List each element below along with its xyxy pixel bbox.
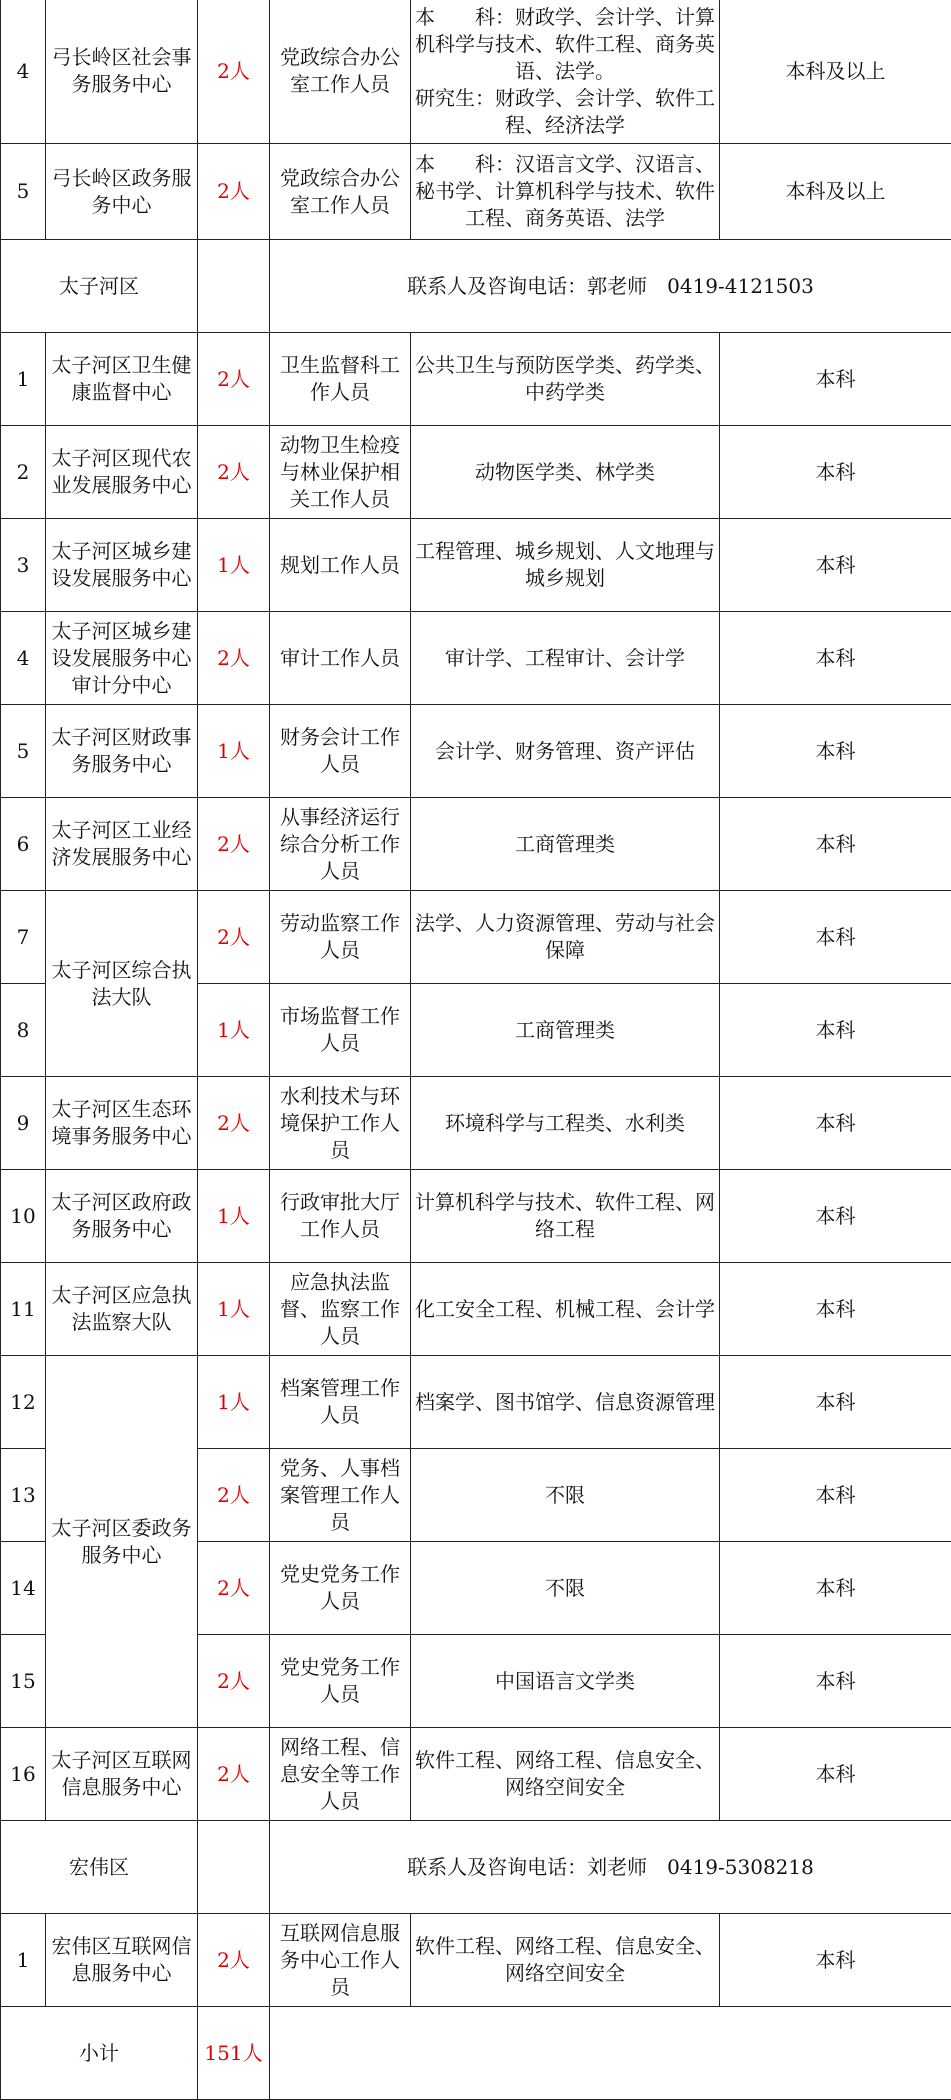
- unit-name: 太子河区政府政务服务中心: [46, 1170, 198, 1263]
- unit-name: 太子河区互联网信息服务中心: [46, 1728, 198, 1821]
- hire-count: 2人: [198, 1077, 270, 1170]
- education-requirement: 本科: [720, 798, 951, 891]
- row-number: 15: [1, 1635, 46, 1728]
- unit-name: 太子河区综合执法大队: [46, 891, 198, 1077]
- education-requirement: 本科: [720, 1449, 951, 1542]
- subtotal-count: 151人: [198, 2007, 270, 2100]
- major-requirement: 软件工程、网络工程、信息安全、网络空间安全: [411, 1728, 720, 1821]
- table-row: [1, 891, 951, 984]
- major-requirement: 本 科：汉语言文学、汉语言、秘书学、计算机科学与技术、软件工程、商务英语、法学: [411, 144, 720, 240]
- hire-count: 1人: [198, 519, 270, 612]
- table-row: [1, 1914, 951, 2007]
- education-requirement: 本科: [720, 1356, 951, 1449]
- hire-count: 2人: [198, 612, 270, 705]
- education-requirement: 本科: [720, 426, 951, 519]
- table-row: [1, 1170, 951, 1263]
- major-requirement: 法学、人力资源管理、劳动与社会保障: [411, 891, 720, 984]
- major-requirement: 工商管理类: [411, 984, 720, 1077]
- row-number: 6: [1, 798, 46, 891]
- post-name: 从事经济运行综合分析工作人员: [270, 798, 411, 891]
- education-requirement: 本科: [720, 1077, 951, 1170]
- education-requirement: 本科: [720, 1170, 951, 1263]
- unit-name: 太子河区委政务服务中心: [46, 1356, 198, 1728]
- row-number: 5: [1, 144, 46, 240]
- major-requirement: 动物医学类、林学类: [411, 426, 720, 519]
- hire-count: 2人: [198, 333, 270, 426]
- row-number: 2: [1, 426, 46, 519]
- education-requirement: 本科: [720, 333, 951, 426]
- table-row: [1, 798, 951, 891]
- post-name: 行政审批大厅工作人员: [270, 1170, 411, 1263]
- district-name: 太子河区: [1, 240, 198, 333]
- row-number: 3: [1, 519, 46, 612]
- hire-count: 1人: [198, 1170, 270, 1263]
- post-name: 党政综合办公室工作人员: [270, 0, 411, 144]
- education-requirement: 本科: [720, 984, 951, 1077]
- hire-count: 2人: [198, 144, 270, 240]
- post-name: 动物卫生检疫与林业保护相关工作人员: [270, 426, 411, 519]
- unit-name: 太子河区生态环境事务服务中心: [46, 1077, 198, 1170]
- education-requirement: 本科: [720, 1728, 951, 1821]
- district-header-row: [1, 1821, 951, 1914]
- post-name: 规划工作人员: [270, 519, 411, 612]
- post-name: 市场监督工作人员: [270, 984, 411, 1077]
- empty-cell: [270, 2007, 951, 2100]
- table-row: [1, 144, 951, 240]
- major-requirement: 工商管理类: [411, 798, 720, 891]
- row-number: 12: [1, 1356, 46, 1449]
- education-requirement: 本科: [720, 519, 951, 612]
- row-number: 4: [1, 0, 46, 144]
- unit-name: 弓长岭区社会事务服务中心: [46, 0, 198, 144]
- unit-name: 宏伟区互联网信息服务中心: [46, 1914, 198, 2007]
- row-number: 9: [1, 1077, 46, 1170]
- hire-count: 2人: [198, 0, 270, 144]
- major-requirement: 计算机科学与技术、软件工程、网络工程: [411, 1170, 720, 1263]
- row-number: 8: [1, 984, 46, 1077]
- major-requirement: 会计学、财务管理、资产评估: [411, 705, 720, 798]
- post-name: 党务、人事档案管理工作人员: [270, 1449, 411, 1542]
- table-row: [1, 1263, 951, 1356]
- unit-name: 太子河区财政事务服务中心: [46, 705, 198, 798]
- table-row: [1, 426, 951, 519]
- major-requirement: 环境科学与工程类、水利类: [411, 1077, 720, 1170]
- hire-count: 1人: [198, 705, 270, 798]
- table-row: [1, 1356, 951, 1449]
- row-number: 10: [1, 1170, 46, 1263]
- post-name: 档案管理工作人员: [270, 1356, 411, 1449]
- major-requirement: 化工安全工程、机械工程、会计学: [411, 1263, 720, 1356]
- unit-name: 太子河区卫生健康监督中心: [46, 333, 198, 426]
- table-row: [1, 1077, 951, 1170]
- hire-count: 1人: [198, 1356, 270, 1449]
- table-row: [1, 705, 951, 798]
- education-requirement: 本科: [720, 1263, 951, 1356]
- hire-count: 1人: [198, 1263, 270, 1356]
- hire-count: 2人: [198, 1728, 270, 1821]
- education-requirement: 本科及以上: [720, 0, 951, 144]
- hire-count: 1人: [198, 984, 270, 1077]
- major-requirement: 不限: [411, 1542, 720, 1635]
- education-requirement: 本科: [720, 891, 951, 984]
- post-name: 劳动监察工作人员: [270, 891, 411, 984]
- row-number: 1: [1, 333, 46, 426]
- table-row: [1, 1728, 951, 1821]
- row-number: 14: [1, 1542, 46, 1635]
- post-name: 应急执法监督、监察工作人员: [270, 1263, 411, 1356]
- hire-count: 2人: [198, 891, 270, 984]
- table-row: [1, 519, 951, 612]
- post-name: 党史党务工作人员: [270, 1635, 411, 1728]
- hire-count: 2人: [198, 1449, 270, 1542]
- post-name: 党政综合办公室工作人员: [270, 144, 411, 240]
- major-requirement: 本 科：财政学、会计学、计算机科学与技术、软件工程、商务英语、法学。 研究生：财政学、会计学、软件工程、经济法学: [411, 0, 720, 144]
- post-name: 党史党务工作人员: [270, 1542, 411, 1635]
- hire-count: 2人: [198, 1635, 270, 1728]
- post-name: 水利技术与环境保护工作人员: [270, 1077, 411, 1170]
- post-name: 财务会计工作人员: [270, 705, 411, 798]
- row-number: 4: [1, 612, 46, 705]
- empty-cell: [198, 240, 270, 333]
- post-name: 审计工作人员: [270, 612, 411, 705]
- district-name: 宏伟区: [1, 1821, 198, 1914]
- subtotal-label: 小计: [1, 2007, 198, 2100]
- district-contact: 联系人及咨询电话：刘老师 0419-5308218: [270, 1821, 951, 1914]
- post-name: 卫生监督科工作人员: [270, 333, 411, 426]
- unit-name: 太子河区现代农业发展服务中心: [46, 426, 198, 519]
- major-requirement: 软件工程、网络工程、信息安全、网络空间安全: [411, 1914, 720, 2007]
- education-requirement: 本科: [720, 1542, 951, 1635]
- major-requirement: 工程管理、城乡规划、人文地理与城乡规划: [411, 519, 720, 612]
- unit-name: 太子河区应急执法监察大队: [46, 1263, 198, 1356]
- row-number: 16: [1, 1728, 46, 1821]
- district-contact: 联系人及咨询电话：郭老师 0419-4121503: [270, 240, 951, 333]
- post-name: 网络工程、信息安全等工作人员: [270, 1728, 411, 1821]
- unit-name: 太子河区城乡建设发展服务中心: [46, 519, 198, 612]
- row-number: 5: [1, 705, 46, 798]
- education-requirement: 本科及以上: [720, 144, 951, 240]
- hire-count: 2人: [198, 798, 270, 891]
- district-header-row: [1, 240, 951, 333]
- education-requirement: 本科: [720, 612, 951, 705]
- hire-count: 2人: [198, 1914, 270, 2007]
- table-row: [1, 0, 951, 144]
- major-requirement: 中国语言文学类: [411, 1635, 720, 1728]
- unit-name: 弓长岭区政务服务中心: [46, 144, 198, 240]
- hire-count: 2人: [198, 1542, 270, 1635]
- unit-name: 太子河区工业经济发展服务中心: [46, 798, 198, 891]
- major-requirement: 档案学、图书馆学、信息资源管理: [411, 1356, 720, 1449]
- subtotal-row: [1, 2007, 951, 2100]
- education-requirement: 本科: [720, 705, 951, 798]
- major-requirement: 不限: [411, 1449, 720, 1542]
- table-row: [1, 333, 951, 426]
- row-number: 7: [1, 891, 46, 984]
- education-requirement: 本科: [720, 1635, 951, 1728]
- major-requirement: 审计学、工程审计、会计学: [411, 612, 720, 705]
- hire-count: 2人: [198, 426, 270, 519]
- empty-cell: [198, 1821, 270, 1914]
- post-name: 互联网信息服务中心工作人员: [270, 1914, 411, 2007]
- row-number: 13: [1, 1449, 46, 1542]
- row-number: 11: [1, 1263, 46, 1356]
- education-requirement: 本科: [720, 1914, 951, 2007]
- unit-name: 太子河区城乡建设发展服务中心审计分中心: [46, 612, 198, 705]
- major-requirement: 公共卫生与预防医学类、药学类、中药学类: [411, 333, 720, 426]
- table-row: [1, 612, 951, 705]
- row-number: 1: [1, 1914, 46, 2007]
